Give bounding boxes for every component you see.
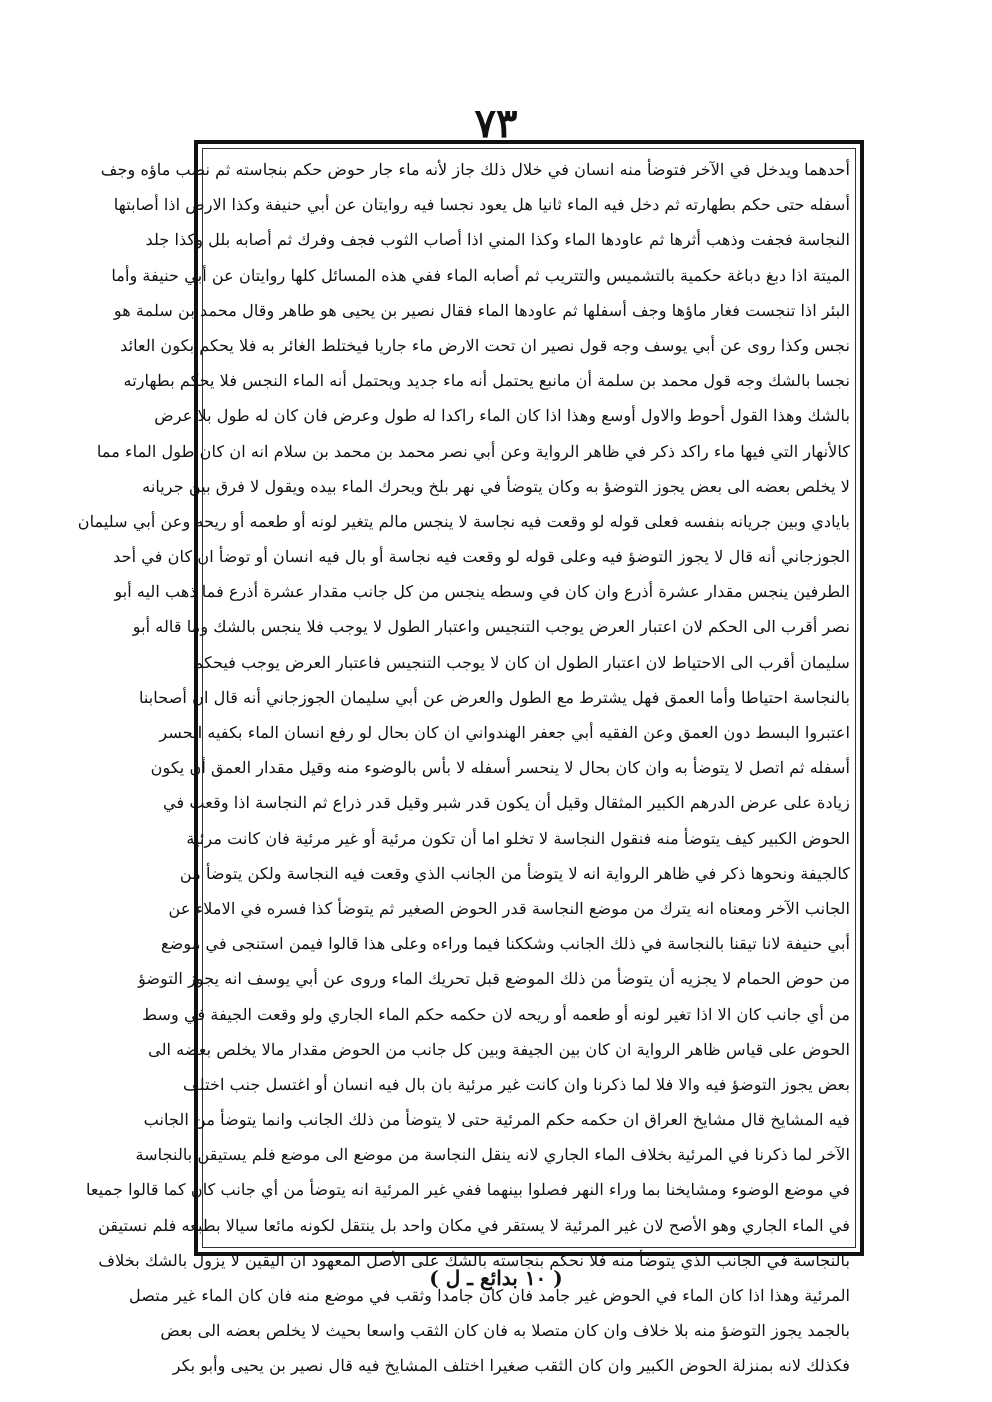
text-line: بالشك وهذا القول أحوط والاول أوسع وهذا اذا كان الماء راكدا له طول وعرض فان كان له طول بلا عرض [154, 406, 850, 426]
text-line: في الماء الجاري وهو الأصح لان غير المرئية لا يستقر في مكان واحد بل ينتقل لكونه مائعا سيالا بطبعه فلم نستيقن [98, 1215, 850, 1235]
text-line: كالأنهار التي فيها ماء راكد ذكر في ظاهر الرواية وعن أبي نصر محمد بن محمد بن سلام انه ان كان طول الماء مما [96, 441, 850, 461]
text-line: من أي جانب كان الا اذا تغير لونه أو طعمه أو ريحه لان حكمه حكم الماء الجاري ولو وقعت الجيفة في وسط [142, 1004, 850, 1024]
text-line: بالنجاسة في الجانب الذي يتوضأ منه فلا نحكم بنجاسته بالشك على الأصل المعهود ان اليقين لا يزول بالشك بخلاف [98, 1250, 850, 1270]
text-line: الجوزجاني أنه قال لا يجوز التوضؤ فيه وعلى قوله لو وقعت فيه نجاسة أو بال فيه انسان أو توضأ ان كان في أحد [113, 547, 850, 567]
text-line: نصر أقرب الى الحكم لان اعتبار العرض يوجب التنجيس واعتبار الطول لا يوجب فلا ينجس بالشك وما قاله أبو [132, 617, 850, 637]
text-line: النجاسة فجفت وذهب أثرها ثم عاودها الماء وكذا المني اذا أصاب الثوب فجف وفرك ثم أصابه بلل وكذا جلد [145, 230, 850, 250]
text-line: الحوض الكبير كيف يتوضأ منه فنقول النجاسة لا تخلو اما أن تكون مرئية أو غير مرئية فان كانت مرئية [186, 828, 850, 848]
text-line: من حوض الحمام لا يجزيه أن يتوضأ من ذلك الموضع قبل تحريك الماء وروى عن أبي يوسف انه يجوز التوضؤ [138, 969, 850, 989]
text-line: الميتة اذا دبغ دباغة حكمية بالتشميس والتتريب ثم أصابه الماء ففي هذه المسائل كلها روايتان عن أبي حنيفة وأما [111, 265, 850, 285]
text-line: الطرفين ينجس مقدار عشرة أذرع وان كان في وسطه ينجس من كل جانب مقدار عشرة أذرع فما ذهب اليه أبو [114, 582, 850, 602]
text-line: أسفله حتى حكم بطهارته ثم دخل فيه الماء ثانيا هل يعود نجسا فيه روايتان عن أبي حنيفة وكذا الارض اذا أصابتها [113, 195, 850, 215]
text-line: نجسا بالشك وجه قول محمد بن سلمة أن مانبع يحتمل أنه ماء جديد ويحتمل أنه الماء النجس فلا يحكم بطهارته [123, 371, 850, 391]
text-line: أبي حنيفة لانا تيقنا بالنجاسة في ذلك الجانب وشككنا فيما وراءه وعلى هذا قالوا فيمن استنجى في موضع [160, 934, 850, 954]
text-line: نجس وكذا روى عن أبي يوسف وجه قول نصير ان تحت الارض ماء جاريا فيختلط الغائر به فلا يحكم بكون العائد [120, 335, 850, 355]
text-line: فكذلك لانه بمنزلة الحوض الكبير وان كان الثقب صغيرا اختلف المشايخ فيه قال نصير بن يحيى وأبو بكر [172, 1356, 850, 1376]
text-line: البئر اذا تنجست فغار ماؤها وجف أسفلها ثم عاودها الماء فقال نصير بن يحيى هو طاهر وقال محمد بن سلمة هو [113, 300, 850, 320]
text-line: بالنجاسة احتياطا وأما العمق فهل يشترط مع الطول والعرض عن أبي سليمان الجوزجاني أنه قال ان أصحابنا [138, 687, 850, 707]
text-line: سليمان أقرب الى الاحتياط لان اعتبار الطول ان كان لا يوجب التنجيس فاعتبار العرض يوجب فيحكم [193, 652, 850, 672]
text-line: في موضع الوضوء ومشايخنا بما وراء النهر فصلوا بينهما ففي غير المرئية انه يتوضأ من أي جانب كان كما قالوا جميعا [85, 1180, 850, 1200]
text-line: أسفله ثم اتصل لا يتوضأ به وان كان بحال لا ينحسر أسفله لا بأس بالوضوء منه وقيل مقدار العمق أن يكون [150, 758, 850, 778]
page-number: ٧٣ [474, 100, 518, 147]
text-line: فيه المشايخ قال مشايخ العراق ان حكمه حكم المرئية حتى لا يتوضأ من ذلك الجانب وانما يتوضأ من الجانب [143, 1110, 850, 1130]
text-line: الآخر لما ذكرنا في المرئية بخلاف الماء الجاري لانه ينقل النجاسة من موضع الى موضع فلم يستيقن بالنجاسة [135, 1145, 850, 1165]
text-line: اعتبروا البسط دون العمق وعن الفقيه أبي جعفر الهندواني ان كان بحال لو رفع انسان الماء بكفيه انحسر [159, 723, 850, 742]
text-line: الحوض على قياس ظاهر الرواية ان كان بين الجيفة وبين كل جانب من الحوض مقدار مالا يخلص بعضه الى [148, 1039, 850, 1059]
text-line: الجانب الآخر ومعناه انه يترك من موضع النجاسة قدر الحوض الصغير ثم يتوضأ كذا فسره في الاملاء عن [168, 898, 850, 918]
text-line: بعض يجوز التوضؤ فيه والا فلا لما ذكرنا وان كانت غير مرئية بان بال فيه انسان أو اغتسل جنب اختلف [182, 1074, 850, 1094]
text-line: أحدهما ويدخل في الآخر فتوضأ منه انسان في خلال ذلك جاز لأنه ماء جار حوض حكم بنجاسته ثم نضب ماؤه وجف [100, 160, 850, 179]
printer-signature: ( ١٠ بدائع ـ ل ) [429, 1266, 563, 1290]
text-line: بايادي وبين جريانه بنفسه فعلى قوله لو وقعت فيه نجاسة لا ينجس مالم يتغير لونه أو طعمه أو ريحه وعن أبي سليمان [77, 511, 850, 531]
text-line: لا يخلص بعضه الى بعض يجوز التوضؤ به وكان يتوضأ في نهر بلخ ويحرك الماء بيده ويقول لا فرق بين جريانه [142, 476, 850, 496]
text-line: كالجيفة ونحوها ذكر في ظاهر الرواية انه لا يتوضأ من الجانب الذي وقعت فيه النجاسة ولكن يتوضأ من [179, 863, 850, 883]
text-line: المرئية وهذا اذا كان الماء في الحوض غير جامد فان كان جامدا وثقب في موضع منه فان كان الماء غير متصل [128, 1286, 850, 1305]
text-line: بالجمد يجوز التوضؤ منه بلا خلاف وان كان متصلا به فان كان الثقب واسعا بحيث لا يخلص بعضه الى بعض [160, 1321, 850, 1341]
text-line: زيادة على عرض الدرهم الكبير المثقال وقيل أن يكون قدر شبر وقيل قدر ذراع ثم النجاسة اذا وقعت في [163, 793, 850, 813]
